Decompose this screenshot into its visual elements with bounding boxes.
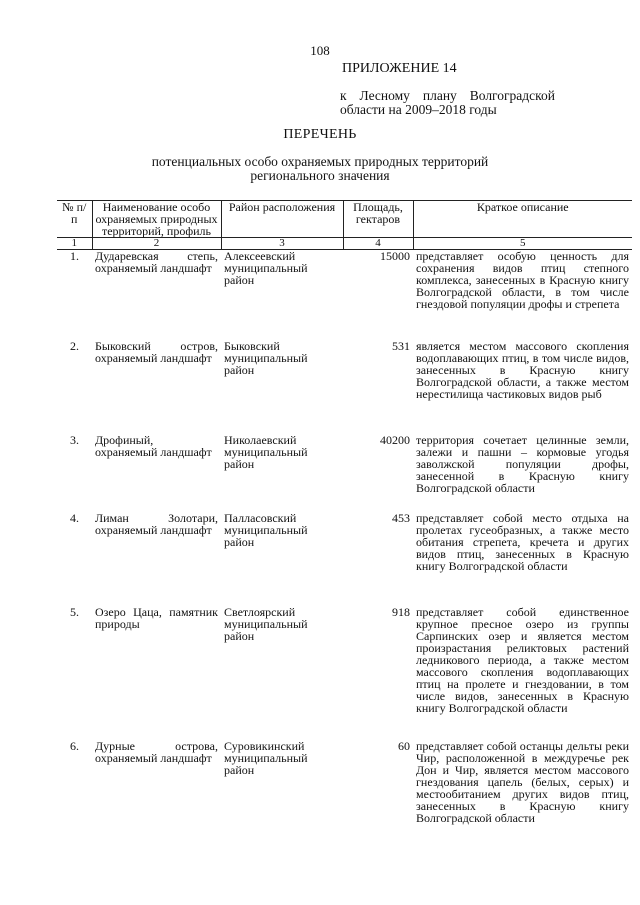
column-number: 5 [413, 238, 632, 250]
row-number: 2. [70, 338, 79, 353]
protected-areas-table [57, 200, 632, 850]
area-name: Быковский остров, охраняемый ландшафт [95, 338, 218, 365]
column-header-name: Наименование особо охраняемых природных территорий, профиль [92, 201, 221, 238]
column-number: 1 [57, 238, 92, 250]
document-subtitle [0, 155, 640, 183]
subtitle-line-1: потенциальных особо охраняемых природных территорий [151, 154, 489, 169]
table-row [57, 434, 632, 512]
area-name: Лиман Золотари, охраняемый ландшафт [95, 510, 218, 537]
appendix-reference: к Лесному плану Волгоградской [340, 88, 555, 103]
area-hectares: 453 [392, 510, 410, 525]
column-number-row [57, 238, 632, 250]
district: Светлоярский муниципальный район [224, 604, 308, 643]
column-number: 4 [343, 238, 413, 250]
district: Николаевский муниципальный район [224, 432, 308, 471]
description: является местом массового скопления водоплавающих птиц, в том числе видов, занесенных в Красную книгу Волгоградской области, а также местом нерестилища частиковых видов рыб [416, 338, 629, 401]
appendix-title: ПРИЛОЖЕНИЕ 14 [342, 61, 457, 76]
table-header-row [57, 201, 632, 238]
area-hectares: 40200 [380, 432, 410, 447]
area-hectares: 60 [398, 738, 410, 753]
column-header-description: Краткое описание [413, 201, 632, 238]
column-header-area: Площадь, гектаров [343, 201, 413, 238]
area-name: Озеро Цаца, памятник природы [95, 604, 218, 631]
table-row [57, 740, 632, 850]
row-number: 4. [70, 510, 79, 525]
table-row [57, 606, 632, 740]
description: представляет собой место отдыха на пролетах гусеобразных, а также место обитания стрепета, кречета и других видов птиц, занесенных в Красную книгу Волгоградской области [416, 510, 629, 573]
subtitle-line-2: регионального значения [250, 168, 390, 183]
row-number: 3. [70, 432, 79, 447]
table-row [57, 512, 632, 606]
district: Быковский муниципальный район [224, 338, 308, 377]
column-number: 3 [221, 238, 343, 250]
column-header-district: Район расположения [221, 201, 343, 238]
area-hectares: 531 [392, 338, 410, 353]
area-name: Дударевская степь, охраняемый ландшафт [95, 249, 218, 275]
appendix-period: области на 2009–2018 годы [340, 102, 497, 117]
district: Палласовский муниципальный район [224, 510, 308, 549]
district: Суровикинский муниципальный район [224, 738, 308, 777]
row-number: 5. [70, 604, 79, 619]
area-name: Дрофиный, охраняемый ландшафт [95, 432, 212, 459]
description: представляет особую ценность для сохранения видов птиц степного комплекса, занесенных в Красную книгу Волгоградской области, в том числе гнездовой популяции дрофы и стрепета [416, 249, 629, 311]
appendix-block [340, 61, 555, 117]
table-row [57, 340, 632, 434]
area-name: Дурные острова, охраняемый ландшафт [95, 738, 218, 765]
table-row [57, 250, 632, 340]
description: представляет собой единственное крупное пресное озеро из группы Сарпинских озер и является местом произрастания реликтовых растений ледникового периода, а также местом массового скопления водоплавающих птиц на пролете и гнездовании, в том числе видов, занесенных в Красную книгу Волгоградской области [416, 604, 629, 715]
area-hectares: 918 [392, 604, 410, 619]
page-number: 108 [310, 43, 330, 58]
row-number: 1. [70, 249, 79, 263]
document-title: ПЕРЕЧЕНЬ [283, 127, 357, 142]
description: территория сочетает целинные земли, залежи и пашни – кормовые угодья заволжской популяции дрофы, занесенной в Красную книгу Волгоградской области [416, 432, 629, 495]
column-header-number: № п/п [57, 201, 92, 238]
district: Алексеевский муниципальный район [224, 249, 308, 287]
row-number: 6. [70, 738, 79, 753]
column-number: 2 [92, 238, 221, 250]
area-hectares: 15000 [380, 249, 410, 263]
description: представляет собой останцы дельты реки Чир, расположенной в междуречье рек Дон и Чир, является местом массового гнездования цапель (белых, серых) и местообитанием других видов птиц, занесенных в Красную книгу Волгоградской области [416, 738, 629, 825]
